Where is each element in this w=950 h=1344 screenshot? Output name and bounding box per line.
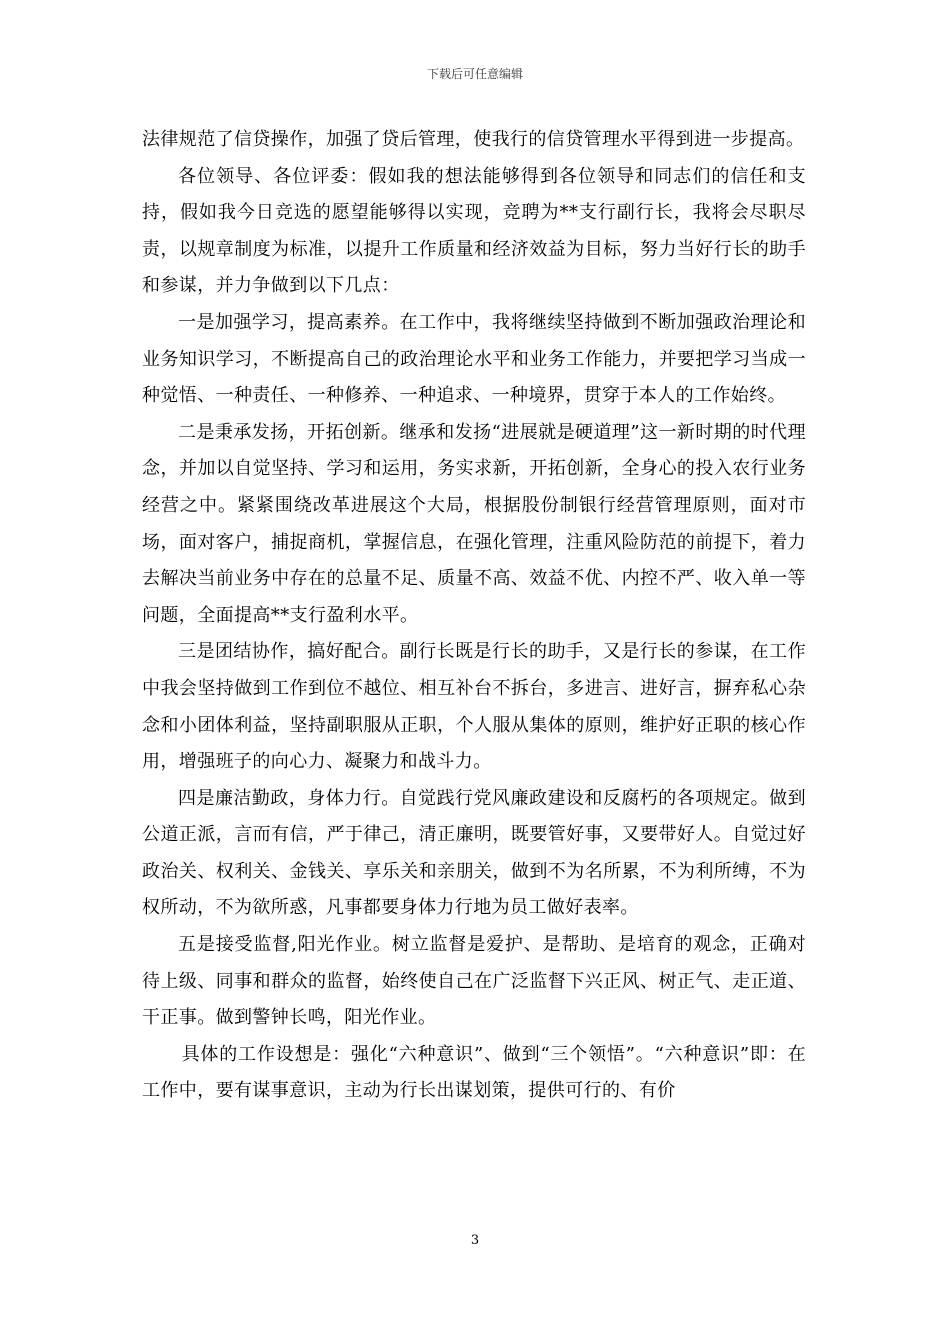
paragraph-2: 各位领导、各位评委：假如我的想法能够得到各位领导和同志们的信任和支持，假如我今日竞选的愿望能够得以实现，竞聘为**支行副行长，我将会尽职尽责，以规章制度为标准，以提升工作质量和经济效益为目标，努力当好行长的助手和参谋，并力争做到以下几点： — [142, 165, 806, 297]
paragraph-1: 法律规范了信贷操作，加强了贷后管理，使我行的信贷管理水平得到进一步提高。 — [142, 129, 805, 150]
paragraph-3: 一是加强学习，提高素养。在工作中，我将继续坚持做到不断加强政治理论和业务知识学习，不断提高自己的政治理论水平和业务工作能力，并要把学习当成一种觉悟、一种责任、一种修养、一种追求、一种境界，贯穿于本人的工作始终。 — [142, 311, 806, 407]
paragraph-4: 二是秉承发扬，开拓创新。继承和发扬“进展就是硬道理”这一新时期的时代理念，并加以自觉坚持、学习和运用，务实求新，开拓创新，全身心的投入农行业务经营之中。紧紧围绕改革进展这个大局，根据股份制银行经营管理原则，面对市场，面对客户，捕捉商机，掌握信息，在强化管理，注重风险防范的前提下，着力去解决当前业务中存在的总量不足、质量不高、效益不优、内控不严、收入单一等问题，全面提高**支行盈利水平。 — [142, 421, 806, 626]
paragraph-6: 四是廉洁勤政，身体力行。自觉践行党风廉政建设和反腐朽的各项规定。做到公道正派，言而有信，严于律己，清正廉明，既要管好事，又要带好人。自觉过好政治关、权利关、金钱关、享乐关和亲朋关，做到不为名所累，不为利所缚，不为权所动，不为欲所惑，凡事都要身体力行地为员工做好表率。 — [142, 787, 806, 919]
paragraph-8: 具体的工作设想是：强化“六种意识”、做到“三个领悟”。“六种意识”即：在工作中，要有谋事意识，主动为行长出谋划策，提供可行的、有价 — [142, 1043, 806, 1102]
paragraph-7: 五是接受监督,阳光作业。树立监督是爱护、是帮助、是培育的观念，正确对待上级、同事和群众的监督，始终使自己在广泛监督下兴正风、树正气、走正道、干正事。做到警钟长鸣，阳光作业。 — [142, 934, 806, 1029]
page-number: 3 — [470, 1233, 480, 1248]
paragraph-5: 三是团结协作，搞好配合。副行长既是行长的助手，又是行长的参谋，在工作中我会坚持做到工作到位不越位、相互补台不拆台，多进言、进好言，摒弃私心杂念和小团体利益，坚持副职服从正职，个人服从集体的原则，维护好正职的核心作用，增强班子的向心力、凝聚力和战斗力。 — [142, 641, 806, 773]
page-header: 下载后可任意编辑 — [426, 67, 523, 81]
document-body — [142, 122, 806, 1110]
